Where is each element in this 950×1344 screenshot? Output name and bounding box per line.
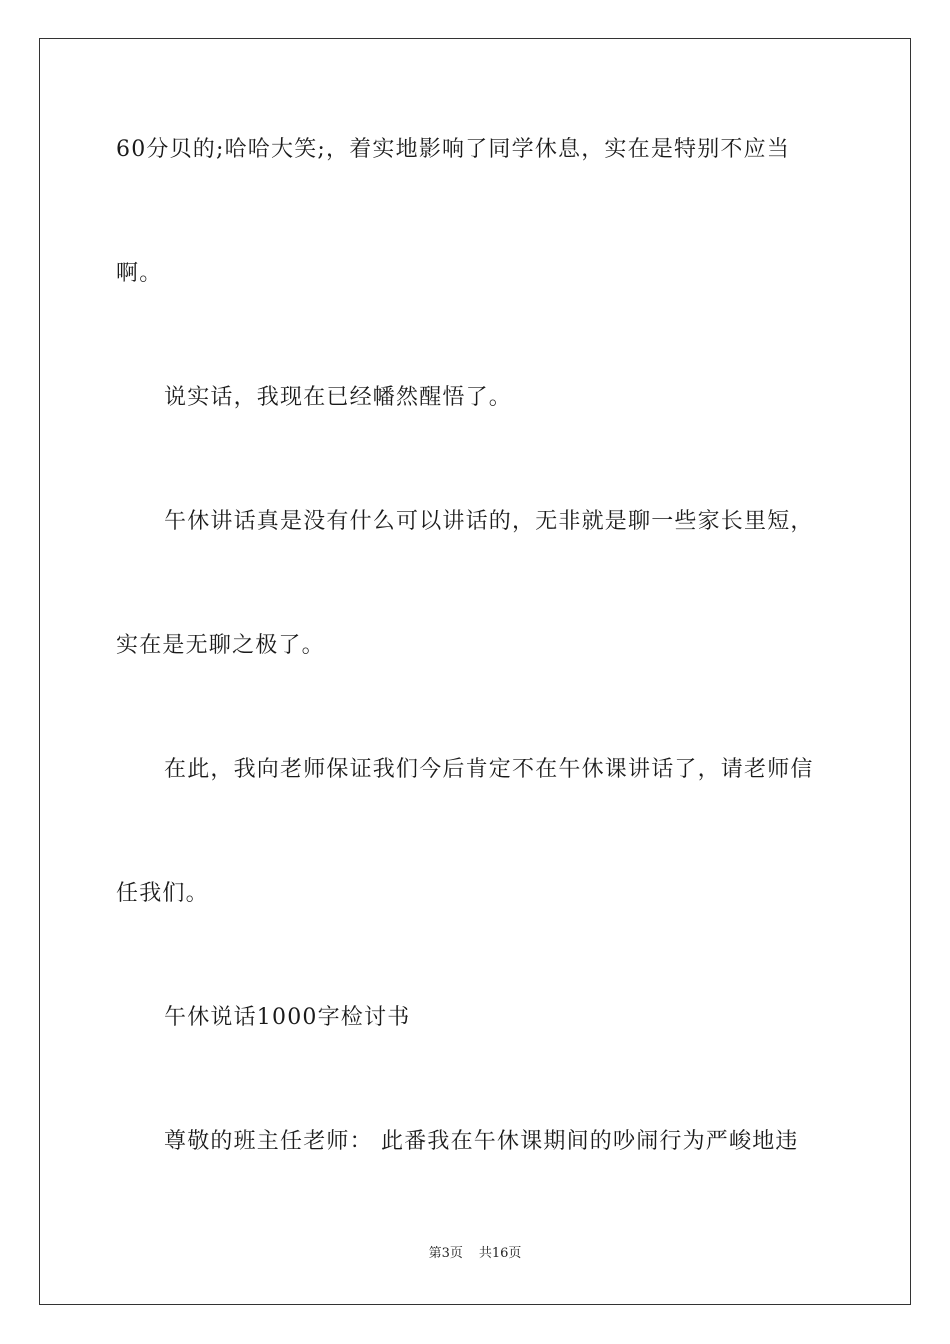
text-line-4: 午休讲话真是没有什么可以讲话的，无非就是聊一些家长里短， — [164, 509, 814, 534]
text-line-1: 60分贝的;哈哈大笑;，着实地影响了同学休息，实在是特别不应当 — [116, 137, 791, 162]
page-total: 共16页 — [478, 1246, 522, 1261]
page-number: 第3页 — [428, 1246, 463, 1261]
text-line-7: 任我们。 — [116, 881, 209, 906]
text-line-2: 啊。 — [116, 261, 163, 286]
text-line-5: 实在是无聊之极了。 — [116, 633, 325, 658]
section-heading: 午休说话1000字检讨书 — [164, 1005, 411, 1030]
page-footer — [0, 1244, 950, 1264]
page-frame — [39, 38, 911, 1305]
text-line-6: 在此，我向老师保证我们今后肯定不在午休课讲话了，请老师信 — [164, 757, 814, 782]
text-line-9: 尊敬的班主任老师： 此番我在午休课期间的吵闹行为严峻地违 — [164, 1129, 799, 1154]
text-line-3: 说实话，我现在已经幡然醒悟了。 — [164, 385, 513, 410]
